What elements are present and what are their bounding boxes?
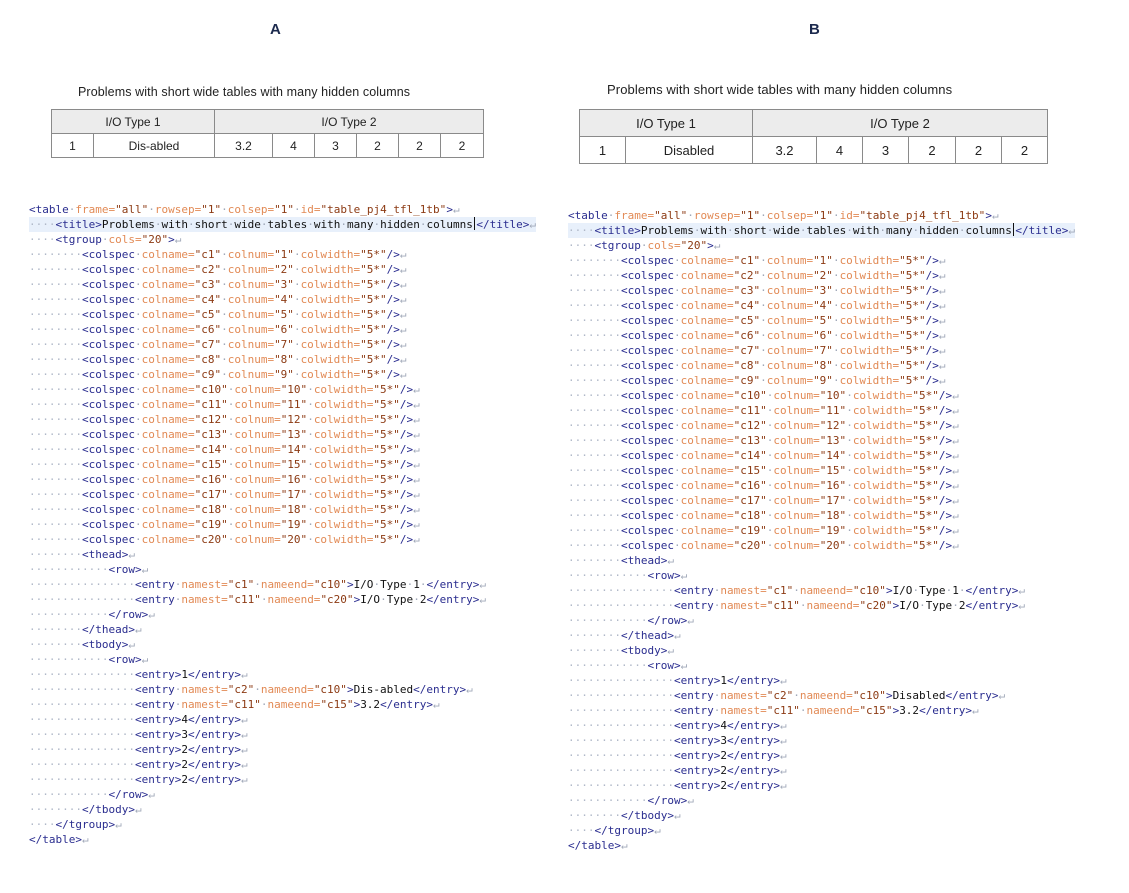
header-row (52, 110, 484, 134)
body-cell: 4 (817, 137, 863, 164)
body-cell: 3 (863, 137, 909, 164)
code-line: ········<colspec·colname="c6"·colnum="6"·colwidth="5*"/>↵ (568, 329, 946, 342)
code-line: ········<colspec·colname="c20"·colnum="20"·colwidth="5*"/>↵ (29, 533, 420, 546)
body-cell: 1 (52, 134, 94, 158)
header-cell-io-type-2: I/O Type 2 (753, 110, 1048, 137)
code-line: ········<colspec·colname="c16"·colnum="16"·colwidth="5*"/>↵ (568, 479, 959, 492)
body-cell: 3.2 (215, 134, 273, 158)
code-line: ················<entry·namest="c11"·nameend="c20">I/O·Type·2</entry>↵ (29, 593, 487, 606)
code-line: </table>↵ (568, 839, 628, 852)
body-cell: 2 (357, 134, 399, 158)
code-line: ············</row>↵ (568, 794, 694, 807)
code-line: ········<colspec·colname="c11"·colnum="11"·colwidth="5*"/>↵ (568, 404, 959, 417)
code-line: ············</row>↵ (29, 788, 155, 801)
code-line: ········<colspec·colname="c17"·colnum="17"·colwidth="5*"/>↵ (29, 488, 420, 501)
code-line: <table·frame="all"·rowsep="1"·colsep="1"·id="table_pj4_tfl_1tb">↵ (568, 209, 999, 222)
xml-code-view[interactable] (568, 208, 1075, 853)
code-line: ········<colspec·colname="c18"·colnum="18"·colwidth="5*"/>↵ (568, 509, 959, 522)
xml-code-view[interactable] (29, 202, 536, 847)
code-line: ········<colspec·colname="c7"·colnum="7"·colwidth="5*"/>↵ (29, 338, 407, 351)
code-line: ········<colspec·colname="c4"·colnum="4"·colwidth="5*"/>↵ (568, 299, 946, 312)
code-line: ········<colspec·colname="c12"·colnum="12"·colwidth="5*"/>↵ (568, 419, 959, 432)
code-line: ········<colspec·colname="c18"·colnum="18"·colwidth="5*"/>↵ (29, 503, 420, 516)
code-line: ········<colspec·colname="c9"·colnum="9"·colwidth="5*"/>↵ (568, 374, 946, 387)
table-title: Problems with short wide tables with many hidden columns (607, 82, 953, 97)
code-line: ············</row>↵ (29, 608, 155, 621)
code-line: ········<colspec·colname="c3"·colnum="3"·colwidth="5*"/>↵ (29, 278, 407, 291)
code-line: ········</thead>↵ (29, 623, 142, 636)
code-line: ····<tgroup·cols="20">↵ (568, 239, 721, 252)
code-line: ····<title>Problems·with·short·wide·tables·with·many·hidden·columns </title>↵ (29, 218, 536, 231)
panel-label: A (270, 21, 281, 38)
code-line: </table>↵ (29, 833, 89, 846)
code-line: ············<row>↵ (29, 653, 149, 666)
code-line: ················<entry>3</entry>↵ (568, 734, 787, 747)
code-line: ················<entry·namest="c2"·nameend="c10">Dis-abled</entry>↵ (29, 683, 473, 696)
body-cell: 2 (441, 134, 484, 158)
code-line: ················<entry·namest="c1"·nameend="c10">I/O·Type·1·</entry>↵ (29, 578, 487, 591)
code-line: ················<entry>2</entry>↵ (29, 743, 248, 756)
code-line: ················<entry>4</entry>↵ (29, 713, 248, 726)
panel-label: B (809, 21, 820, 38)
code-line: ········<colspec·colname="c19"·colnum="19"·colwidth="5*"/>↵ (568, 524, 959, 537)
body-cell: 2 (909, 137, 956, 164)
code-line: ········<colspec·colname="c16"·colnum="16"·colwidth="5*"/>↵ (29, 473, 420, 486)
rendered-table (579, 109, 1048, 164)
body-row (52, 134, 484, 158)
code-line: ················<entry>2</entry>↵ (568, 749, 787, 762)
code-line: ········<colspec·colname="c19"·colnum="19"·colwidth="5*"/>↵ (29, 518, 420, 531)
code-line: ········<colspec·colname="c9"·colnum="9"·colwidth="5*"/>↵ (29, 368, 407, 381)
code-line: ········<colspec·colname="c14"·colnum="14"·colwidth="5*"/>↵ (29, 443, 420, 456)
code-line: ················<entry>2</entry>↵ (29, 773, 248, 786)
body-row (580, 137, 1048, 164)
code-line: ················<entry·namest="c11"·nameend="c15">3.2</entry>↵ (29, 698, 440, 711)
code-line: ········<thead>↵ (29, 548, 135, 561)
code-line: ········<colspec·colname="c5"·colnum="5"·colwidth="5*"/>↵ (568, 314, 946, 327)
code-line: ····<tgroup·cols="20">↵ (29, 233, 182, 246)
code-line: ········<colspec·colname="c12"·colnum="12"·colwidth="5*"/>↵ (29, 413, 420, 426)
code-line: ········<colspec·colname="c4"·colnum="4"·colwidth="5*"/>↵ (29, 293, 407, 306)
code-line: ················<entry·namest="c2"·nameend="c10">Disabled</entry>↵ (568, 689, 1006, 702)
code-line: ········<colspec·colname="c2"·colnum="2"·colwidth="5*"/>↵ (29, 263, 407, 276)
code-line: ········<colspec·colname="c13"·colnum="13"·colwidth="5*"/>↵ (568, 434, 959, 447)
header-row (580, 110, 1048, 137)
body-cell: 3.2 (753, 137, 817, 164)
body-cell: 1 (580, 137, 626, 164)
code-line: ········<tbody>↵ (568, 644, 674, 657)
body-cell: 3 (315, 134, 357, 158)
body-cell: 4 (273, 134, 315, 158)
code-line: ············<row>↵ (29, 563, 149, 576)
code-line: ····<title>Problems·with·short·wide·tables·with·many·hidden·columns </title>↵ (568, 224, 1075, 237)
panel-b (560, 0, 1129, 893)
code-line: ········<colspec·colname="c10"·colnum="10"·colwidth="5*"/>↵ (29, 383, 420, 396)
code-line: ················<entry>4</entry>↵ (568, 719, 787, 732)
code-line: ········<tbody>↵ (29, 638, 135, 651)
code-line: ············<row>↵ (568, 659, 688, 672)
code-line: ············<row>↵ (568, 569, 688, 582)
code-line: ········</tbody>↵ (29, 803, 142, 816)
code-line: ········<colspec·colname="c2"·colnum="2"·colwidth="5*"/>↵ (568, 269, 946, 282)
code-line: ········<colspec·colname="c17"·colnum="17"·colwidth="5*"/>↵ (568, 494, 959, 507)
code-line: ········<colspec·colname="c3"·colnum="3"·colwidth="5*"/>↵ (568, 284, 946, 297)
code-line: ····</tgroup>↵ (568, 824, 661, 837)
code-line: ········<colspec·colname="c15"·colnum="15"·colwidth="5*"/>↵ (568, 464, 959, 477)
table-title: Problems with short wide tables with many hidden columns (78, 85, 411, 99)
code-line: ················<entry>3</entry>↵ (29, 728, 248, 741)
code-line: ········</tbody>↵ (568, 809, 681, 822)
body-cell: 2 (1002, 137, 1048, 164)
header-cell-io-type-1: I/O Type 1 (580, 110, 753, 137)
code-line: ········<colspec·colname="c15"·colnum="15"·colwidth="5*"/>↵ (29, 458, 420, 471)
body-cell: Dis-abled (94, 134, 215, 158)
rendered-table (51, 109, 484, 158)
code-line: ············</row>↵ (568, 614, 694, 627)
code-line: ················<entry>2</entry>↵ (568, 779, 787, 792)
header-cell-io-type-1: I/O Type 1 (52, 110, 215, 134)
code-line: ········<colspec·colname="c1"·colnum="1"·colwidth="5*"/>↵ (568, 254, 946, 267)
code-line: ················<entry>1</entry>↵ (29, 668, 248, 681)
header-cell-io-type-2: I/O Type 2 (215, 110, 484, 134)
code-line: ················<entry·namest="c11"·nameend="c15">3.2</entry>↵ (568, 704, 979, 717)
code-line: ········<colspec·colname="c5"·colnum="5"·colwidth="5*"/>↵ (29, 308, 407, 321)
code-line: ················<entry·namest="c1"·nameend="c10">I/O·Type·1·</entry>↵ (568, 584, 1026, 597)
code-line: ················<entry>2</entry>↵ (29, 758, 248, 771)
code-line: ········</thead>↵ (568, 629, 681, 642)
code-line: ········<colspec·colname="c11"·colnum="11"·colwidth="5*"/>↵ (29, 398, 420, 411)
code-line: ········<colspec·colname="c1"·colnum="1"·colwidth="5*"/>↵ (29, 248, 407, 261)
code-line: ········<colspec·colname="c20"·colnum="20"·colwidth="5*"/>↵ (568, 539, 959, 552)
code-line: ················<entry·namest="c11"·nameend="c20">I/O·Type·2</entry>↵ (568, 599, 1026, 612)
code-line: ········<colspec·colname="c10"·colnum="10"·colwidth="5*"/>↵ (568, 389, 959, 402)
code-line: ················<entry>2</entry>↵ (568, 764, 787, 777)
code-line: ····</tgroup>↵ (29, 818, 122, 831)
code-line: ········<thead>↵ (568, 554, 674, 567)
body-cell: 2 (399, 134, 441, 158)
code-line: ········<colspec·colname="c13"·colnum="13"·colwidth="5*"/>↵ (29, 428, 420, 441)
code-line: ················<entry>1</entry>↵ (568, 674, 787, 687)
body-cell: Disabled (626, 137, 753, 164)
code-line: ········<colspec·colname="c7"·colnum="7"·colwidth="5*"/>↵ (568, 344, 946, 357)
code-line: <table·frame="all"·rowsep="1"·colsep="1"·id="table_pj4_tfl_1tb">↵ (29, 203, 460, 216)
code-line: ········<colspec·colname="c14"·colnum="14"·colwidth="5*"/>↵ (568, 449, 959, 462)
code-line: ········<colspec·colname="c8"·colnum="8"·colwidth="5*"/>↵ (29, 353, 407, 366)
body-cell: 2 (956, 137, 1002, 164)
panel-a (0, 0, 560, 893)
code-line: ········<colspec·colname="c8"·colnum="8"·colwidth="5*"/>↵ (568, 359, 946, 372)
code-line: ········<colspec·colname="c6"·colnum="6"·colwidth="5*"/>↵ (29, 323, 407, 336)
